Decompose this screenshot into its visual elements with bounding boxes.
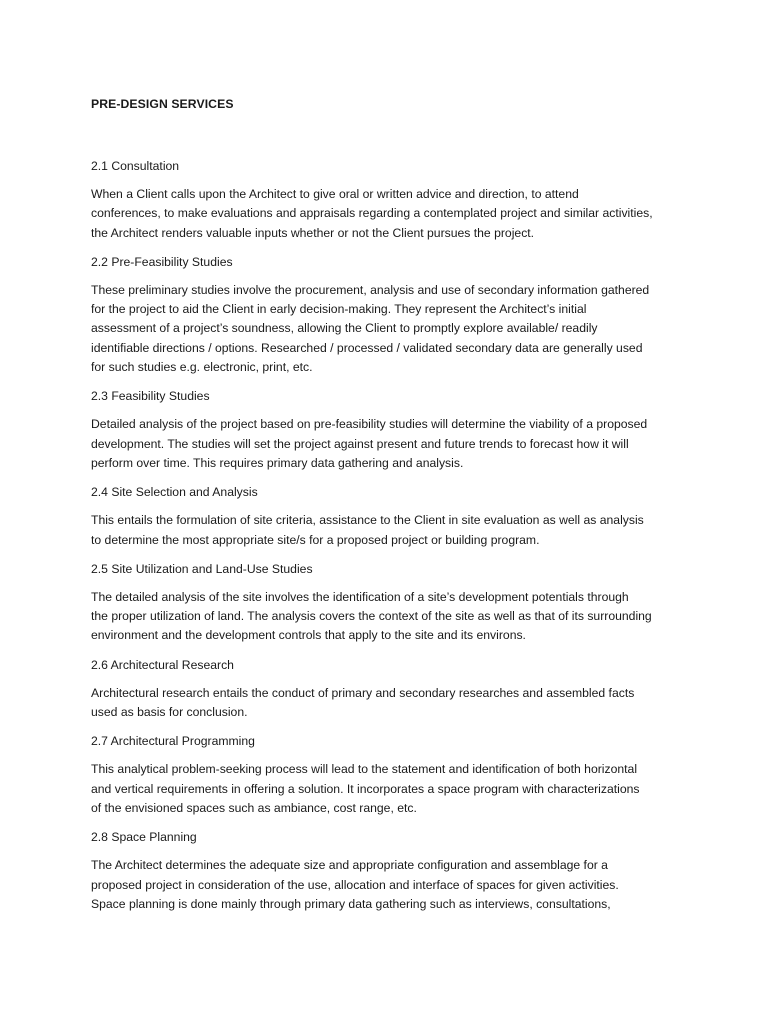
paragraph-line: This analytical problem-seeking process will lead to the statement and identification of both horizontal <box>91 762 638 777</box>
sections-container <box>91 157 691 914</box>
section-heading: 2.5 Site Utilization and Land-Use Studies <box>91 561 313 576</box>
paragraph-line: Architectural research entails the conduct of primary and secondary researches and assembled facts <box>91 685 635 700</box>
paragraph-line: to determine the most appropriate site/s for a proposed project or building program. <box>91 532 540 547</box>
section-paragraph <box>91 760 691 818</box>
paragraph-line: Space planning is done mainly through primary data gathering such as interviews, consultations, <box>91 896 611 911</box>
section-heading: 2.3 Feasibility Studies <box>91 389 210 404</box>
section-paragraph <box>91 511 691 550</box>
section-paragraph <box>91 185 691 243</box>
paragraph-line: of the envisioned spaces such as ambiance, cost range, etc. <box>91 800 417 815</box>
paragraph-line: When a Client calls upon the Architect to give oral or written advice and direction, to attend <box>91 187 579 201</box>
section-heading: 2.8 Space Planning <box>91 830 197 845</box>
section-paragraph <box>91 684 691 723</box>
section-heading: 2.1 Consultation <box>91 159 180 173</box>
paragraph-line: identifiable directions / options. Researched / processed / validated secondary data are generally used <box>91 340 643 355</box>
paragraph-line: assessment of a project’s soundness, allowing the Client to promptly explore available/ readily <box>91 321 598 336</box>
paragraph-line: for the project to aid the Client in early decision-making. They represent the Architect’s initial <box>91 302 587 317</box>
paragraph-line: and vertical requirements in offering a solution. It incorporates a space program with characterizations <box>91 781 640 796</box>
paragraph-line: The detailed analysis of the site involves the identification of a site’s development potentials through <box>91 589 629 604</box>
paragraph-line: development. The studies will set the project against present and future trends to forecast how it will <box>91 436 629 451</box>
section-heading: 2.4 Site Selection and Analysis <box>91 485 258 500</box>
document-title: PRE-DESIGN SERVICES <box>91 97 234 111</box>
section-paragraph <box>91 588 691 646</box>
paragraph-line: the Architect renders valuable inputs whether or not the Client pursues the project. <box>91 225 535 240</box>
section-paragraph <box>91 856 691 914</box>
paragraph-line: These preliminary studies involve the procurement, analysis and use of secondary information gathered <box>91 282 650 297</box>
paragraph-line: This entails the formulation of site criteria, assistance to the Client in site evaluation as well as analysis <box>91 513 644 528</box>
document-content <box>91 95 691 924</box>
paragraph-line: proposed project in consideration of the use, allocation and interface of spaces for given activities. <box>91 877 619 892</box>
paragraph-line: Detailed analysis of the project based on pre-feasibility studies will determine the viability of a proposed <box>91 417 648 432</box>
paragraph-line: environment and the development controls that apply to the site and its environs. <box>91 628 526 643</box>
section-paragraph <box>91 281 691 377</box>
paragraph-line: for such studies e.g. electronic, print, etc. <box>91 360 313 375</box>
section-heading: 2.7 Architectural Programming <box>91 734 255 749</box>
paragraph-line: perform over time. This requires primary data gathering and analysis. <box>91 455 464 470</box>
paragraph-line: used as basis for conclusion. <box>91 705 248 720</box>
paragraph-line: the proper utilization of land. The analysis covers the context of the site as well as that of its surrounding <box>91 609 652 624</box>
section-paragraph <box>91 415 691 473</box>
section-heading: 2.6 Architectural Research <box>91 657 234 672</box>
paragraph-line: conferences, to make evaluations and appraisals regarding a contemplated project and similar activities, <box>91 206 653 221</box>
section-heading: 2.2 Pre-Feasibility Studies <box>91 254 233 269</box>
paragraph-line: The Architect determines the adequate size and appropriate configuration and assemblage for a <box>91 858 608 873</box>
